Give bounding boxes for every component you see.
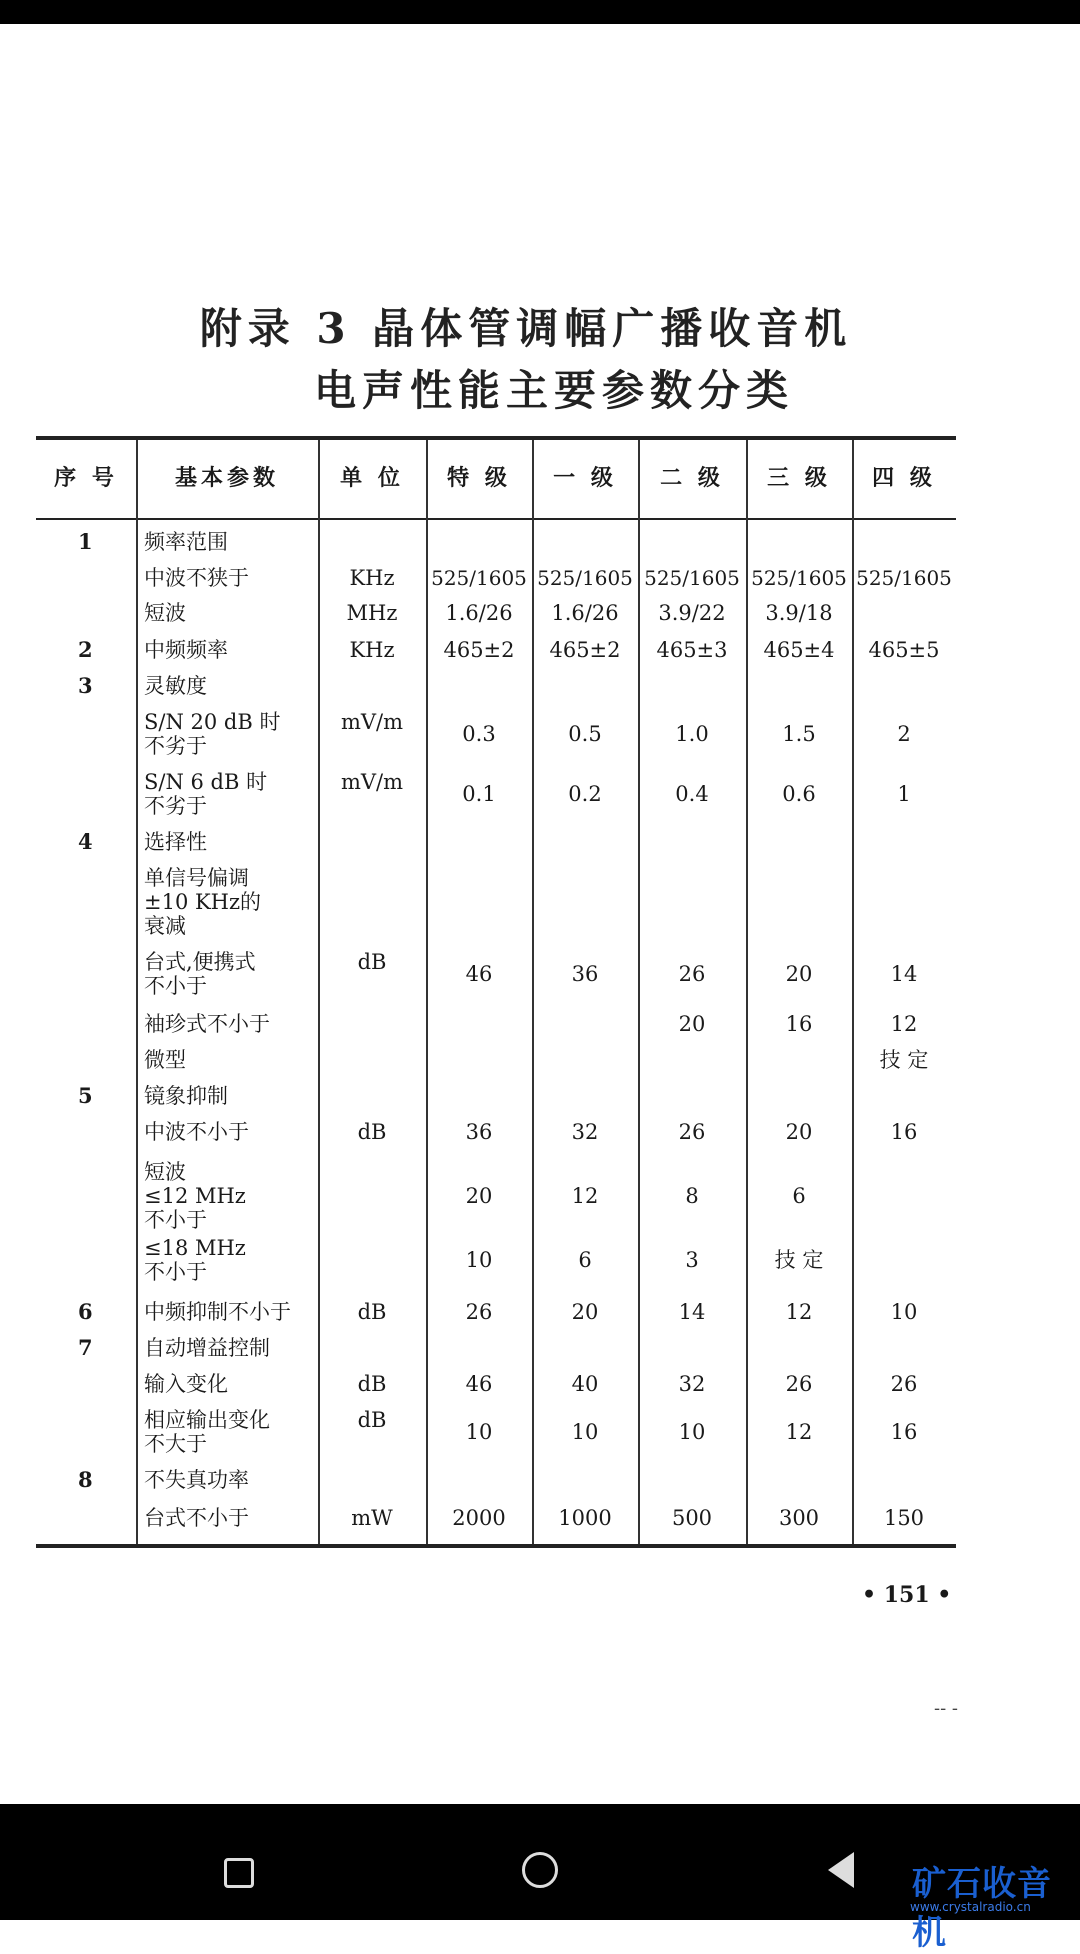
unit-cell <box>318 1236 426 1284</box>
value-cell <box>746 674 852 698</box>
row-number <box>78 710 128 758</box>
unit-cell <box>318 1048 426 1072</box>
row-number: 2 <box>78 637 93 662</box>
unit-cell <box>318 674 426 698</box>
page-title-line1: 附录 3 晶体管调幅广播收音机 <box>199 304 853 353</box>
value-cell: 12 <box>785 1300 813 1324</box>
row-number <box>78 1120 128 1144</box>
column-header: 序 号 <box>54 465 118 491</box>
value-cell: 1000 <box>558 1506 612 1530</box>
row-number <box>78 601 128 625</box>
value-cell: 1.5 <box>782 722 816 746</box>
value-cell <box>852 674 956 698</box>
unit-cell <box>318 1084 426 1108</box>
value-cell: 14 <box>890 962 918 986</box>
value-cell: 1.6/26 <box>551 601 619 625</box>
value-cell: 0.5 <box>568 722 602 746</box>
row-number: 6 <box>78 1299 93 1324</box>
value-cell <box>426 866 532 938</box>
parameter-label: S/N 20 dB 时 不劣于 <box>144 710 281 758</box>
value-cell: 1 <box>897 782 911 806</box>
value-cell: 0.4 <box>675 782 709 806</box>
value-cell: 16 <box>890 1420 918 1444</box>
row-number: 3 <box>78 673 93 698</box>
value-cell: 1.6/26 <box>445 601 513 625</box>
value-cell <box>426 1012 532 1036</box>
unit-cell: KHz <box>349 638 395 662</box>
row-number <box>78 1160 128 1232</box>
parameter-label: 微型 <box>144 1048 186 1072</box>
unit-cell <box>318 530 426 554</box>
value-cell: 20 <box>785 1120 813 1144</box>
row-number <box>78 1408 128 1456</box>
parameter-label: 单信号偏调 ±10 KHz的 衰减 <box>144 866 262 938</box>
table-top-rule <box>36 436 956 440</box>
value-cell <box>852 1236 956 1284</box>
value-cell <box>426 1048 532 1072</box>
value-cell <box>638 674 746 698</box>
unit-cell: mV/m <box>340 710 404 734</box>
parameter-label: 短波 <box>144 601 186 625</box>
row-number <box>78 1506 128 1530</box>
value-cell: 3.9/18 <box>765 601 833 625</box>
value-cell <box>638 866 746 938</box>
value-cell: 6 <box>578 1248 592 1272</box>
table-bottom-rule <box>36 1544 956 1548</box>
row-number <box>78 950 128 998</box>
value-cell <box>852 866 956 938</box>
value-cell: 26 <box>465 1300 493 1324</box>
row-number <box>78 770 128 818</box>
value-cell: 16 <box>785 1012 813 1036</box>
value-cell: 525/1605 <box>431 566 527 590</box>
column-header: 单 位 <box>340 465 404 491</box>
value-cell <box>746 1084 852 1108</box>
parameter-label: 短波 ≤12 MHz 不小于 <box>144 1160 246 1232</box>
table-header-rule <box>36 518 956 520</box>
row-number: 4 <box>78 829 93 854</box>
parameter-label: 中波不狭于 <box>144 566 249 590</box>
value-cell <box>852 1084 956 1108</box>
value-cell <box>746 866 852 938</box>
unit-cell <box>318 1468 426 1492</box>
unit-cell: KHz <box>349 566 395 590</box>
row-number <box>78 1012 128 1036</box>
value-cell: 300 <box>778 1506 820 1530</box>
value-cell <box>532 1048 638 1072</box>
value-cell <box>426 830 532 854</box>
value-cell: 技 定 <box>879 1048 929 1072</box>
parameter-label: 灵敏度 <box>144 674 207 698</box>
value-cell <box>852 530 956 554</box>
value-cell: 20 <box>465 1184 493 1208</box>
value-cell: 465±5 <box>868 638 940 662</box>
row-number: 8 <box>78 1467 93 1492</box>
value-cell: 12 <box>571 1184 599 1208</box>
parameter-label: 台式,便携式 不小于 <box>144 950 256 998</box>
value-cell: 465±2 <box>443 638 515 662</box>
value-cell <box>852 1160 956 1232</box>
value-cell <box>746 1336 852 1360</box>
value-cell: 32 <box>678 1372 706 1396</box>
value-cell <box>638 830 746 854</box>
value-cell <box>532 1012 638 1036</box>
value-cell <box>638 1048 746 1072</box>
parameter-label: 相应输出变化 不大于 <box>144 1408 270 1456</box>
value-cell: 3.9/22 <box>658 601 726 625</box>
unit-cell: mV/m <box>340 770 404 794</box>
row-number <box>78 1048 128 1072</box>
value-cell: 36 <box>465 1120 493 1144</box>
value-cell: 3 <box>685 1248 699 1272</box>
value-cell <box>638 530 746 554</box>
value-cell <box>852 601 956 625</box>
value-cell <box>532 830 638 854</box>
watermark-logo: 矿石收音机 <box>912 1864 1052 1953</box>
value-cell <box>852 830 956 854</box>
value-cell: 465±2 <box>549 638 621 662</box>
value-cell <box>638 1468 746 1492</box>
unit-cell <box>318 1336 426 1360</box>
parameter-label: 袖珍式不小于 <box>144 1012 270 1036</box>
back-button[interactable] <box>828 1852 854 1888</box>
parameter-label: 自动增益控制 <box>144 1336 270 1360</box>
value-cell <box>532 674 638 698</box>
value-cell <box>852 1468 956 1492</box>
value-cell: 465±4 <box>763 638 835 662</box>
value-cell: 10 <box>890 1300 918 1324</box>
value-cell: 16 <box>890 1120 918 1144</box>
value-cell <box>532 1084 638 1108</box>
page-marks: -- - <box>934 1698 958 1719</box>
value-cell <box>532 1468 638 1492</box>
page-number: • 151 • <box>862 1582 952 1608</box>
value-cell: 525/1605 <box>537 566 633 590</box>
value-cell: 525/1605 <box>644 566 740 590</box>
value-cell: 20 <box>678 1012 706 1036</box>
column-header: 四 级 <box>872 465 936 491</box>
value-cell: 10 <box>571 1420 599 1444</box>
parameter-label: ≤18 MHz 不小于 <box>144 1236 246 1284</box>
row-number: 1 <box>78 529 93 554</box>
parameter-label: 台式不小于 <box>144 1506 249 1530</box>
value-cell <box>746 830 852 854</box>
value-cell <box>746 530 852 554</box>
value-cell <box>852 1336 956 1360</box>
value-cell <box>426 674 532 698</box>
parameter-label: 中波不小于 <box>144 1120 249 1144</box>
column-header: 一 级 <box>553 465 617 491</box>
value-cell: 525/1605 <box>856 566 952 590</box>
parameter-label: 不失真功率 <box>144 1468 249 1492</box>
unit-cell: dB <box>357 1372 387 1396</box>
value-cell: 465±3 <box>656 638 728 662</box>
value-cell: 26 <box>785 1372 813 1396</box>
value-cell: 10 <box>678 1420 706 1444</box>
value-cell: 26 <box>678 962 706 986</box>
value-cell: 20 <box>571 1300 599 1324</box>
value-cell: 150 <box>883 1506 925 1530</box>
column-header: 基本参数 <box>174 465 279 491</box>
home-button[interactable] <box>522 1852 558 1888</box>
parameter-label: 频率范围 <box>144 530 228 554</box>
parameter-label: 中频频率 <box>144 638 228 662</box>
recent-apps-button[interactable] <box>224 1858 254 1888</box>
value-cell: 32 <box>571 1120 599 1144</box>
value-cell <box>746 1468 852 1492</box>
value-cell: 1.0 <box>675 722 709 746</box>
column-divider <box>136 440 138 1544</box>
column-header: 特 级 <box>447 465 511 491</box>
value-cell <box>426 1468 532 1492</box>
parameter-label: S/N 6 dB 时 不劣于 <box>144 770 268 818</box>
value-cell: 40 <box>571 1372 599 1396</box>
unit-cell: MHz <box>346 601 398 625</box>
value-cell: 0.6 <box>782 782 816 806</box>
value-cell <box>532 1336 638 1360</box>
parameter-label: 中频抑制不小于 <box>144 1300 291 1324</box>
value-cell: 20 <box>785 962 813 986</box>
value-cell: 46 <box>465 1372 493 1396</box>
value-cell: 0.3 <box>462 722 496 746</box>
value-cell <box>426 530 532 554</box>
value-cell: 2 <box>897 722 911 746</box>
unit-cell: mW <box>351 1506 393 1530</box>
row-number <box>78 866 128 938</box>
value-cell: 26 <box>678 1120 706 1144</box>
value-cell: 2000 <box>452 1506 506 1530</box>
column-header: 三 级 <box>767 465 831 491</box>
watermark-url: www.crystalradio.cn <box>910 1900 1031 1914</box>
value-cell: 10 <box>465 1420 493 1444</box>
column-header: 二 级 <box>660 465 724 491</box>
value-cell: 6 <box>792 1184 806 1208</box>
value-cell: 36 <box>571 962 599 986</box>
value-cell <box>532 866 638 938</box>
unit-cell <box>318 1012 426 1036</box>
value-cell <box>532 530 638 554</box>
parameter-label: 输入变化 <box>144 1372 228 1396</box>
parameter-label: 镜象抑制 <box>144 1084 228 1108</box>
value-cell <box>426 1084 532 1108</box>
value-cell: 12 <box>890 1012 918 1036</box>
parameter-label: 选择性 <box>144 830 207 854</box>
value-cell: 10 <box>465 1248 493 1272</box>
page-title-line2: 电声性能主要参数分类 <box>313 366 794 415</box>
unit-cell <box>318 866 426 938</box>
value-cell <box>746 1048 852 1072</box>
value-cell: 技 定 <box>774 1248 824 1272</box>
value-cell <box>638 1336 746 1360</box>
value-cell: 14 <box>678 1300 706 1324</box>
value-cell: 500 <box>671 1506 713 1530</box>
value-cell: 525/1605 <box>751 566 847 590</box>
value-cell <box>426 1336 532 1360</box>
value-cell: 46 <box>465 962 493 986</box>
row-number <box>78 566 128 590</box>
unit-cell: dB <box>357 1408 387 1432</box>
value-cell: 26 <box>890 1372 918 1396</box>
value-cell: 12 <box>785 1420 813 1444</box>
unit-cell: dB <box>357 1300 387 1324</box>
unit-cell <box>318 830 426 854</box>
value-cell: 8 <box>685 1184 699 1208</box>
row-number: 7 <box>78 1335 93 1360</box>
value-cell: 0.2 <box>568 782 602 806</box>
row-number: 5 <box>78 1083 93 1108</box>
unit-cell: dB <box>357 950 387 974</box>
value-cell: 0.1 <box>462 782 496 806</box>
unit-cell <box>318 1160 426 1232</box>
unit-cell: dB <box>357 1120 387 1144</box>
value-cell <box>638 1084 746 1108</box>
row-number <box>78 1372 128 1396</box>
row-number <box>78 1236 128 1284</box>
status-bar <box>0 0 1080 24</box>
